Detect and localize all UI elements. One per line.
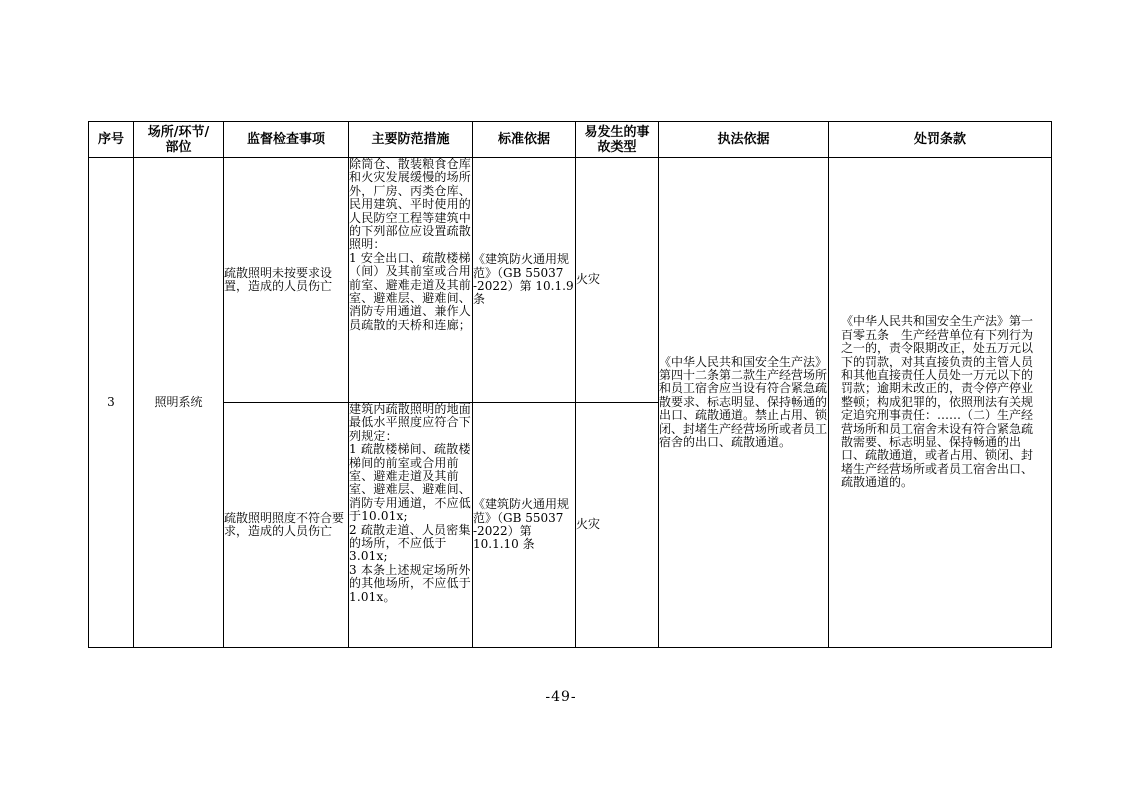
header-item: 监督检查事项 <box>224 122 349 158</box>
header-place: 场所/环节/ 部位 <box>134 122 224 158</box>
accident-cell: 火灾 <box>576 158 659 403</box>
header-penalty: 处罚条款 <box>829 122 1052 158</box>
seq-cell: 3 <box>89 158 134 648</box>
header-seq: 序号 <box>89 122 134 158</box>
penalty-cell: 《中华人民共和国安全生产法》第一百零五条 生产经营单位有下列行为之一的，责令限期改正，处五万元以下的罚款，对其直接负责的主管人员和其他直接责任人员处一万元以下的罚款；逾期未改正的，责令停产停业整顿；构成犯罪的，依照刑法有关规定追究刑事责任：……（二）生产经营场所和员工宿舍未设有符合紧急疏散需要、标志明显、保持畅通的出口、疏散通道，或者占用、锁闭、封堵生产经营场所或者员工宿舍出口、疏散通道的。 <box>829 158 1052 648</box>
table-row <box>89 158 1052 403</box>
law-cell: 《中华人民共和国安全生产法》第四十二条第二款生产经营场所和员工宿舍应当设有符合紧急疏散要求、标志明显、保持畅通的出口、疏散通道。禁止占用、锁闭、封堵生产经营场所或者员工宿舍的出口、疏散通道。 <box>659 158 829 648</box>
header-accident: 易发生的事 故类型 <box>576 122 659 158</box>
standard-cell: 《建筑防火通用规范》（GB 55037 -2022）第 10.1.10 条 <box>473 403 576 648</box>
header-standard: 标准依据 <box>473 122 576 158</box>
header-row <box>89 122 1052 158</box>
standard-cell: 《建筑防火通用规范》（GB 55037 -2022）第 10.1.9 条 <box>473 158 576 403</box>
place-cell: 照明系统 <box>134 158 224 648</box>
item-cell: 疏散照明照度不符合要求，造成的人员伤亡 <box>224 403 349 648</box>
header-measures: 主要防范措施 <box>349 122 473 158</box>
page-number: -49- <box>545 689 577 705</box>
header-law: 执法依据 <box>659 122 829 158</box>
item-cell: 疏散照明未按要求设置，造成的人员伤亡 <box>224 158 349 403</box>
measures-cell: 除筒仓、散装粮食仓库和火灾发展缓慢的场所外，厂房、丙类仓库、民用建筑、平时使用的人民防空工程等建筑中的下列部位应设置疏散照明： 1 安全出口、疏散楼梯（间）及其前室或合用前室、避难走道及其前室、避难层、避难间、消防专用通道、兼作人员疏散的天桥和连廊； <box>349 158 473 403</box>
measures-cell: 建筑内疏散照明的地面最低水平照度应符合下列规定： 1 疏散楼梯间、疏散楼梯间的前室或合用前室、避难走道及其前室、避难层、避难间、消防专用通道，不应低于10.01x; 2 疏散走道、人员密集的场所，不应低于3.01x; 3 本条上述规定场所外的其他场所，不应低于1.01x。 <box>349 403 473 648</box>
accident-cell: 火灾 <box>576 403 659 648</box>
regulation-table <box>88 121 1052 648</box>
